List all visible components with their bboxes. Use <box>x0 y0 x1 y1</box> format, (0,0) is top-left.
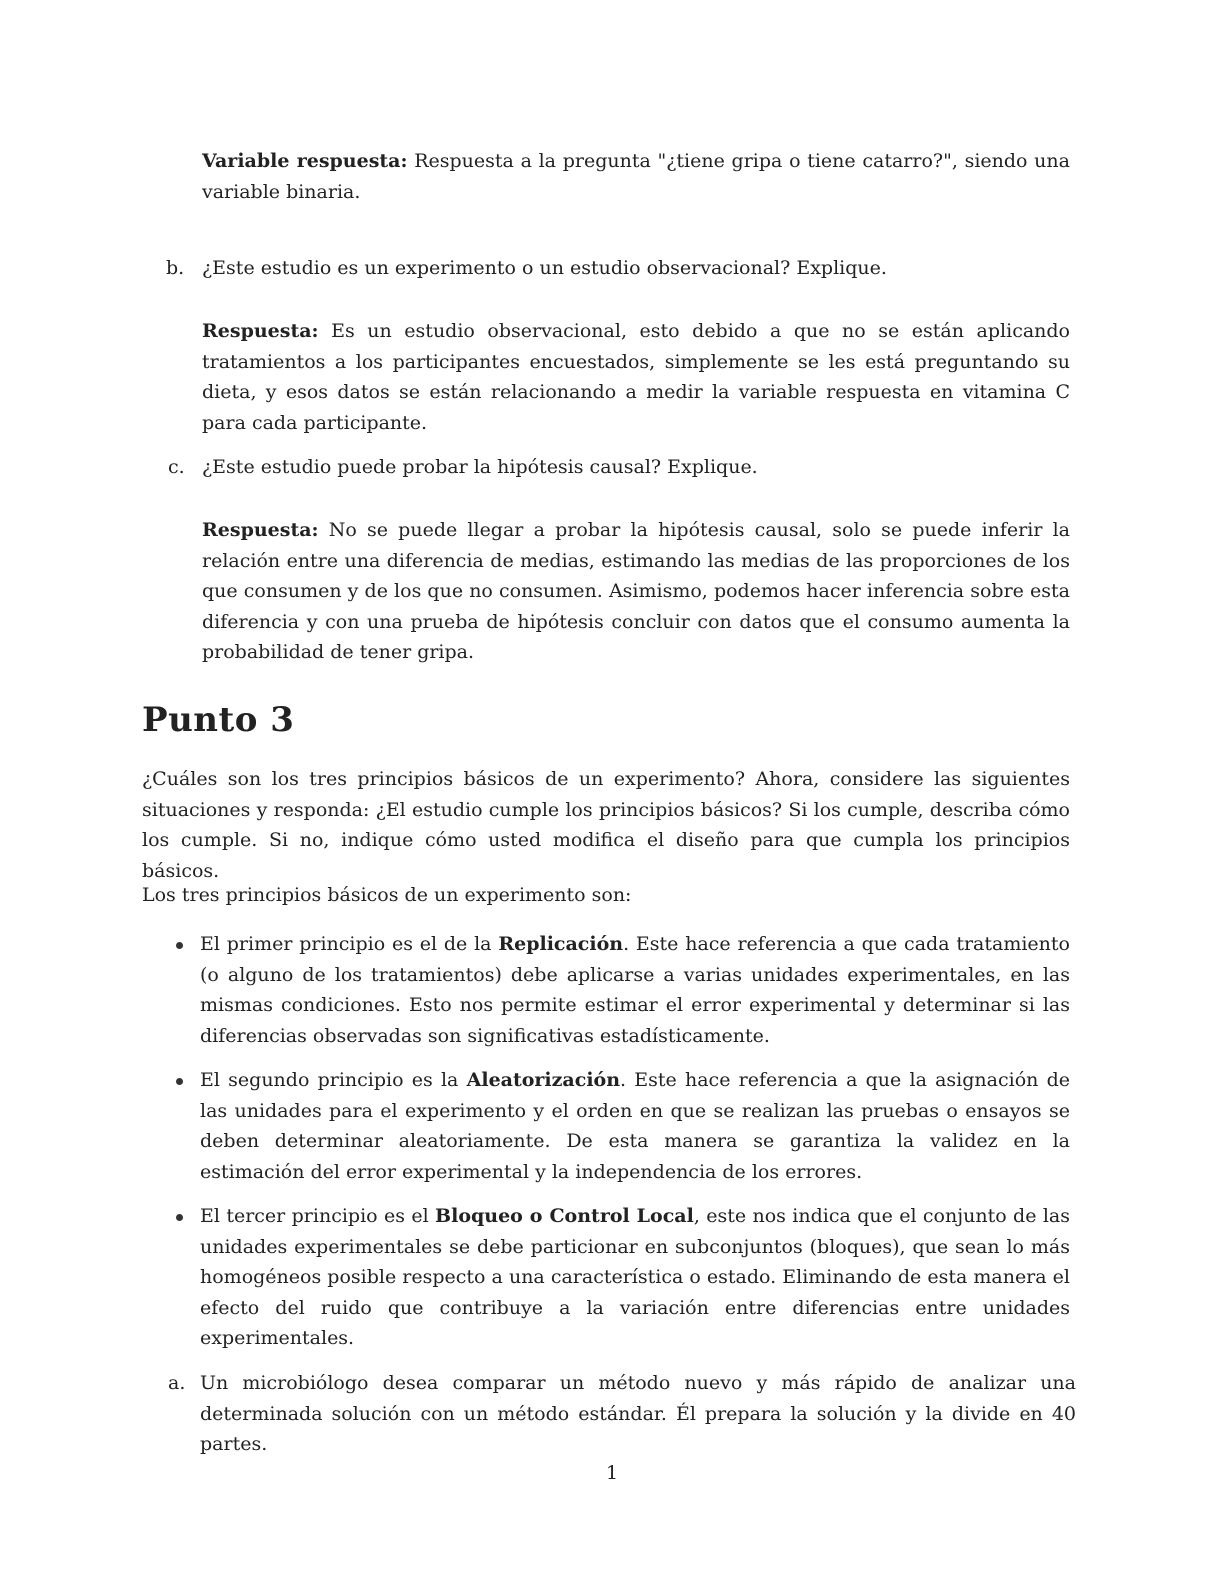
response-variable-paragraph <box>202 146 1070 207</box>
response-variable-text: Respuesta a la pregunta "¿tiene gripa o tiene catarro?", siendo una variable binaria. <box>202 150 1070 203</box>
principle-2-post: . Este hace referencia a que la asignación de las unidades para el experimento y el orden en que se realizan las pruebas o ensayos se deben determinar aleatoriamente. De esta manera se garantiza la validez en la estimación del error experimental y la independencia de los errores. <box>200 1069 1071 1183</box>
principle-3-name: Bloqueo o Control Local <box>435 1205 694 1227</box>
principle-replication <box>200 929 1070 1051</box>
bullet-dot <box>176 1078 183 1085</box>
page-number: 1 <box>605 1462 619 1484</box>
item-b-answer <box>202 316 1070 438</box>
section-intro: ¿Cuáles son los tres principios básicos de un experimento? Ahora, considere las siguientes situaciones y responda: ¿El estudio cumple los principios básicos? Si los cumple, describa cómo los cumple. Si no, indique cómo usted modifica el diseño para que cumpla los principios básicos. <box>142 768 1070 882</box>
item-a-marker: a. <box>168 1372 186 1394</box>
item-c-marker: c. <box>168 456 185 478</box>
section-title: Punto 3 <box>142 700 295 740</box>
principle-1-post: . Este hace referencia a que cada tratamiento (o alguno de los tratamientos) debe aplicarse a varias unidades experimentales, en las mismas condiciones. Esto nos permite estimar el error experimental y determinar si las diferencias observadas son significativas estadísticamente. <box>200 933 1070 1047</box>
bullet-dot <box>176 1214 183 1221</box>
bullet-dot <box>176 942 183 949</box>
item-c-answer <box>202 515 1070 668</box>
principle-3-post: , este nos indica que el conjunto de las unidades experimentales se debe particionar en subconjuntos (bloques), que sean lo más homogéneos posible respecto a una característica o estado. Eliminando de esta manera el efecto del ruido que contribuye a la variación entre diferencias entre unidades experimentales. <box>200 1205 1070 1349</box>
item-a-text: Un microbiólogo desea comparar un método nuevo y más rápido de analizar una determinada solución con un método estándar. Él prepara la solución y la divide en 40 partes. <box>200 1372 1076 1455</box>
principle-1-pre: El primer principio es el de la <box>200 933 499 955</box>
item-b-question: ¿Este estudio es un experimento o un estudio observacional? Explique. <box>202 257 887 279</box>
principle-2-name: Aleatorización <box>466 1069 621 1091</box>
item-b-marker: b. <box>166 257 185 279</box>
item-c-answer-text: No se puede llegar a probar la hipótesis causal, solo se puede inferir la relación entre una diferencia de medias, estimando las medias de las proporciones de los que consumen y de los que no consumen. Asimismo, podemos hacer inferencia sobre esta diferencia y con una prueba de hipótesis concluir con datos que el consumo aumenta la probabilidad de tener gripa. <box>202 519 1070 663</box>
principle-3-pre: El tercer principio es el <box>200 1205 436 1227</box>
item-c-answer-label: Respuesta: <box>202 519 319 541</box>
response-variable-label: Variable respuesta: <box>202 150 408 172</box>
principle-blocking <box>200 1201 1070 1354</box>
item-b-answer-label: Respuesta: <box>202 320 319 342</box>
principle-randomization <box>200 1065 1070 1187</box>
principle-1-name: Replicación <box>498 933 624 955</box>
principle-2-pre: El segundo principio es la <box>200 1069 467 1091</box>
item-b-answer-text: Es un estudio observacional, esto debido a que no se están aplicando tratamientos a los participantes encuestados, simplemente se les está preguntando su dieta, y esos datos se están relacionando a medir la variable respuesta en vitamina C para cada participante. <box>202 320 1070 434</box>
section-lead: Los tres principios básicos de un experimento son: <box>142 884 632 906</box>
item-c-question: ¿Este estudio puede probar la hipótesis causal? Explique. <box>202 456 758 478</box>
